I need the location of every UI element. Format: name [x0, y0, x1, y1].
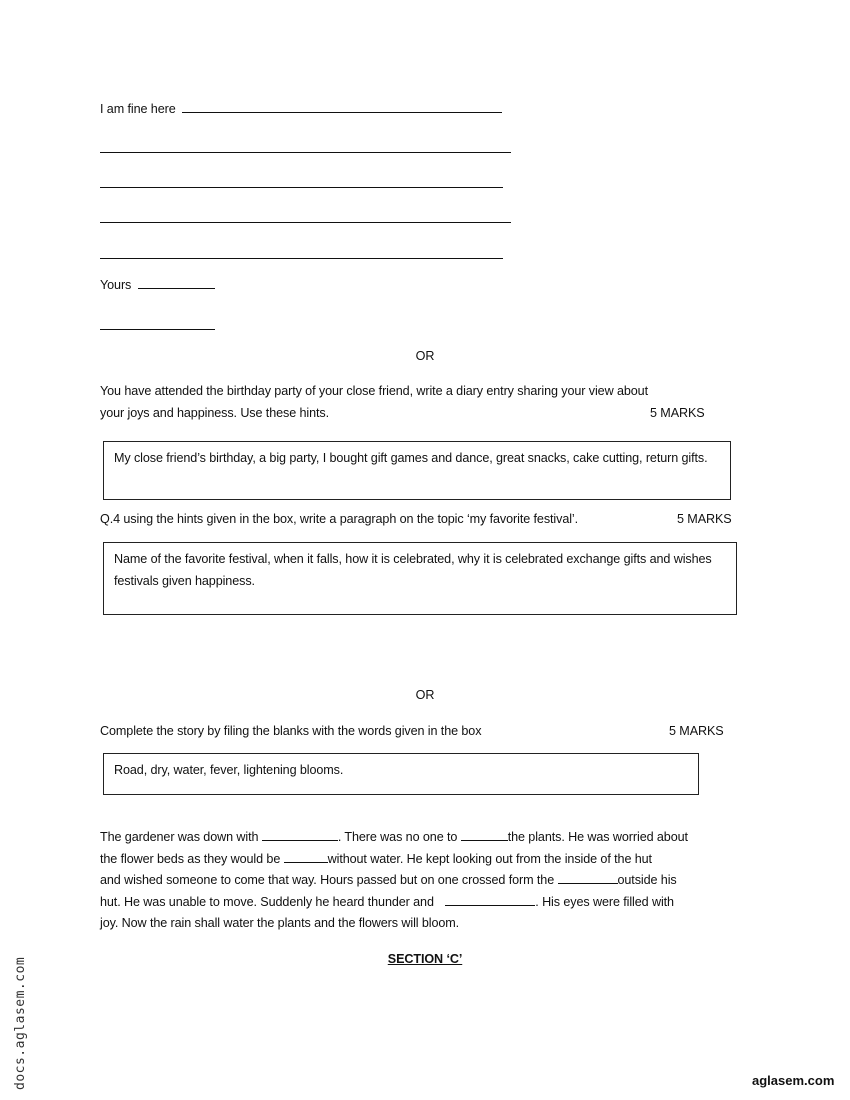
brand-watermark: aglasem.com: [752, 1073, 835, 1088]
answer-line[interactable]: [100, 187, 503, 188]
answer-line[interactable]: [100, 258, 503, 259]
or-separator: OR: [415, 688, 435, 702]
answer-blank[interactable]: [182, 100, 502, 113]
closing-blank[interactable]: [138, 276, 215, 289]
story-line: [100, 892, 688, 914]
marks-label: 5 MARKS: [669, 724, 724, 738]
greeting-text: I am fine here: [100, 102, 176, 116]
story-text: . His eyes were filled with: [535, 894, 674, 909]
story-blank-4[interactable]: [558, 871, 618, 884]
answer-line[interactable]: [100, 152, 511, 153]
marks-label: 5 MARKS: [650, 406, 705, 420]
story-text: . There was no one to: [337, 830, 461, 844]
story-line: [100, 870, 688, 892]
diary-question-line-1: You have attended the birthday party of your close friend, write a diary entry sharing your view about: [100, 384, 648, 398]
or-separator: OR: [415, 349, 435, 363]
story-text: the plants. He was worried about: [507, 830, 688, 844]
story-line: joy. Now the rain shall water the plants and the flowers will bloom.: [100, 916, 460, 930]
answer-line[interactable]: [100, 222, 511, 223]
story-blank-5[interactable]: [445, 893, 535, 906]
story-question-prompt: Complete the story by filing the blanks with the words given in the box: [100, 724, 482, 738]
story-line: [100, 827, 688, 849]
marks-label: 5 MARKS: [677, 512, 732, 526]
story-blank-3[interactable]: [284, 850, 328, 863]
story-text: outside his: [617, 873, 677, 887]
story-blank-2[interactable]: [461, 828, 508, 841]
diary-hints-box: [103, 441, 731, 500]
diary-question-line-2: your joys and happiness. Use these hints.: [100, 406, 330, 420]
side-watermark: docs.aglasem.com: [13, 956, 28, 1090]
letter-greeting-line: [100, 99, 502, 121]
story-text: and wished someone to come that way. Hours passed but on one crossed form the: [100, 873, 558, 887]
story-text: hut. He was unable to move. Suddenly he heard thunder and: [100, 894, 438, 909]
story-line: [100, 849, 688, 871]
story-blank-1[interactable]: [262, 828, 338, 841]
story-text: the flower beds as they would be: [100, 851, 284, 866]
festival-hints-box: [103, 542, 737, 615]
word-box: [103, 753, 699, 795]
story-text: The gardener was down with: [100, 830, 262, 844]
letter-closing: [100, 275, 215, 297]
q4-prompt: Q.4 using the hints given in the box, write a paragraph on the topic ‘my favorite festival’.: [100, 512, 579, 526]
story-passage: [100, 827, 688, 935]
word-box-text: Road, dry, water, fever, lightening blooms.: [114, 763, 344, 777]
hints-text: My close friend’s birthday, a big party, I bought gift games and dance, great snacks, cake cutting, return gifts.: [114, 451, 708, 465]
story-text: without water. He kept looking out from the inside of the hut: [327, 851, 652, 866]
signature-line[interactable]: [100, 329, 215, 330]
hints-text: Name of the favorite festival, when it falls, how it is celebrated, why it is celebrated exchange gifts and wishes festivals given happiness.: [114, 552, 712, 588]
closing-label: Yours: [100, 278, 132, 292]
section-heading: SECTION ‘C’: [387, 952, 463, 966]
